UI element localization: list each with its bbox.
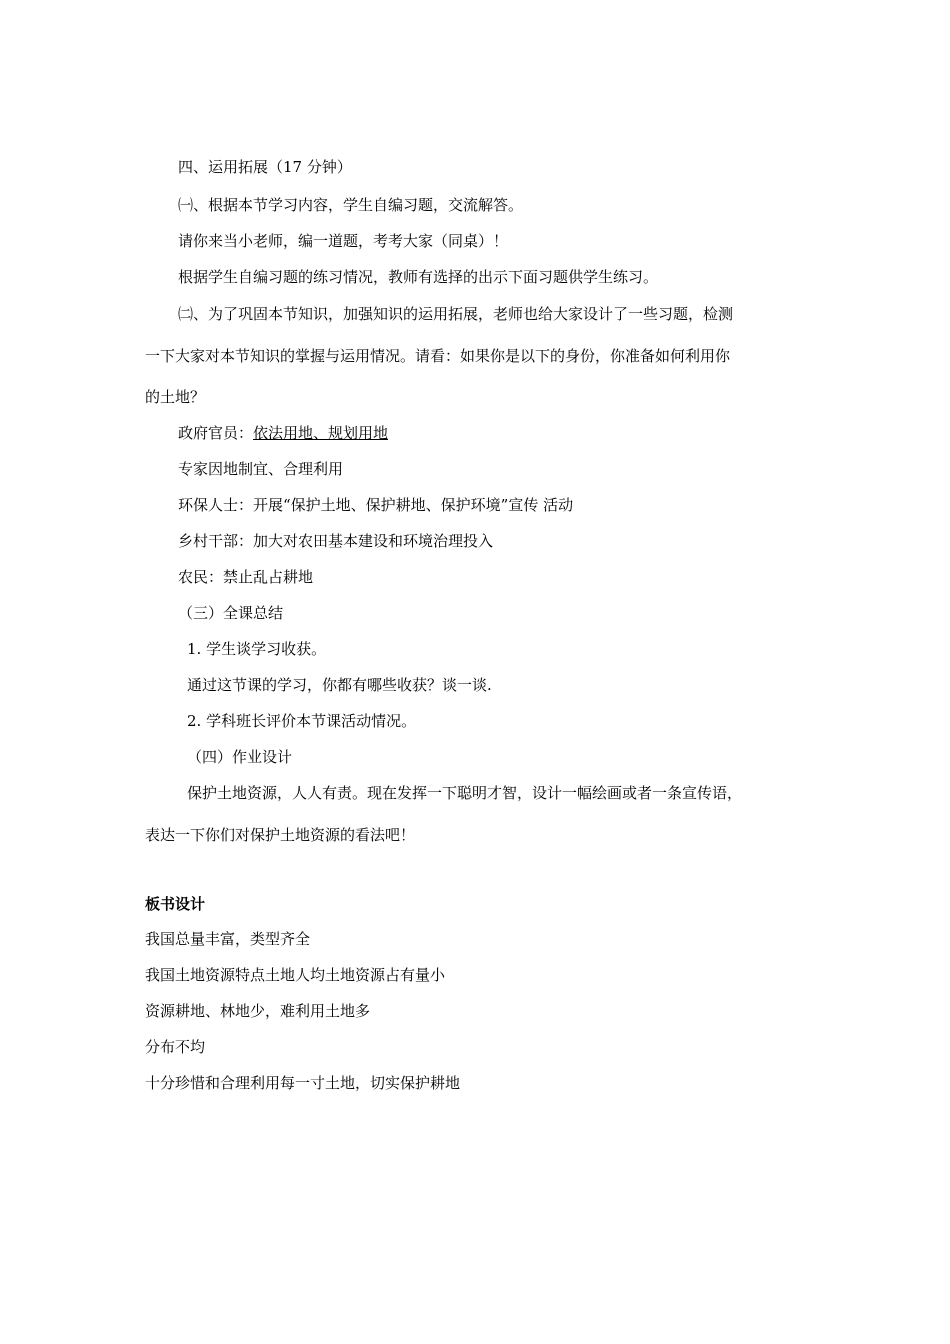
role-village-cadre: 乡村干部：加大对农田基本建设和环境治理投入 xyxy=(178,532,494,550)
item-2-line-1: ㈡、为了巩固本节知识，加强知识的运用拓展，老师也给大家设计了一些习题，检测 xyxy=(178,305,734,323)
role-official-text: 依法用地、规划用地 xyxy=(253,424,389,442)
board-line-5: 十分珍惜和合理利用每一寸土地，切实保护耕地 xyxy=(145,1074,461,1092)
role-expert: 专家因地制宜、合理利用 xyxy=(178,460,344,478)
homework-heading: （四）作业设计 xyxy=(187,748,293,766)
section-heading: 四、运用拓展（17 分钟） xyxy=(178,158,352,176)
board-design-title: 板书设计 xyxy=(145,895,206,913)
board-line-4: 分布不均 xyxy=(145,1038,206,1056)
homework-line-1: 保护土地资源，人人有责。现在发挥一下聪明才智，设计一幅绘画或者一条宣传语， xyxy=(187,784,743,802)
summary-item-2: 2. 学科班长评价本节课活动情况。 xyxy=(187,712,417,730)
role-official-label: 政府官员： xyxy=(178,424,254,442)
summary-item-1: 1. 学生谈学习收获。 xyxy=(187,640,327,658)
homework-line-2: 表达一下你们对保护土地资源的看法吧！ xyxy=(145,826,416,844)
summary-item-1-text: 通过这节课的学习，你都有哪些收获？谈一谈. xyxy=(187,676,492,694)
role-environmentalist: 环保人士：开展“保护土地、保护耕地、保护环境”宣传 活动 xyxy=(178,496,574,514)
role-farmer: 农民：禁止乱占耕地 xyxy=(178,568,314,586)
summary-heading: （三）全课总结 xyxy=(178,604,284,622)
item-2-line-3: 的土地？ xyxy=(145,388,206,406)
item-1: ㈠、根据本节学习内容，学生自编习题，交流解答。 xyxy=(178,196,524,214)
board-line-1: 我国总量丰富，类型齐全 xyxy=(145,930,311,948)
role-official xyxy=(178,424,388,442)
item-1-prompt: 请你来当小老师，编一道题，考考大家（同桌）！ xyxy=(178,232,509,250)
item-2-line-2: 一下大家对本节知识的掌握与运用情况。请看：如果你是以下的身份，你准备如何利用你 xyxy=(145,347,731,365)
board-line-3: 资源耕地、林地少，难利用土地多 xyxy=(145,1002,371,1020)
item-1-note: 根据学生自编习题的练习情况，教师有选择的出示下面习题供学生练习。 xyxy=(178,268,659,286)
board-line-2: 我国土地资源特点土地人均土地资源占有量小 xyxy=(145,966,446,984)
